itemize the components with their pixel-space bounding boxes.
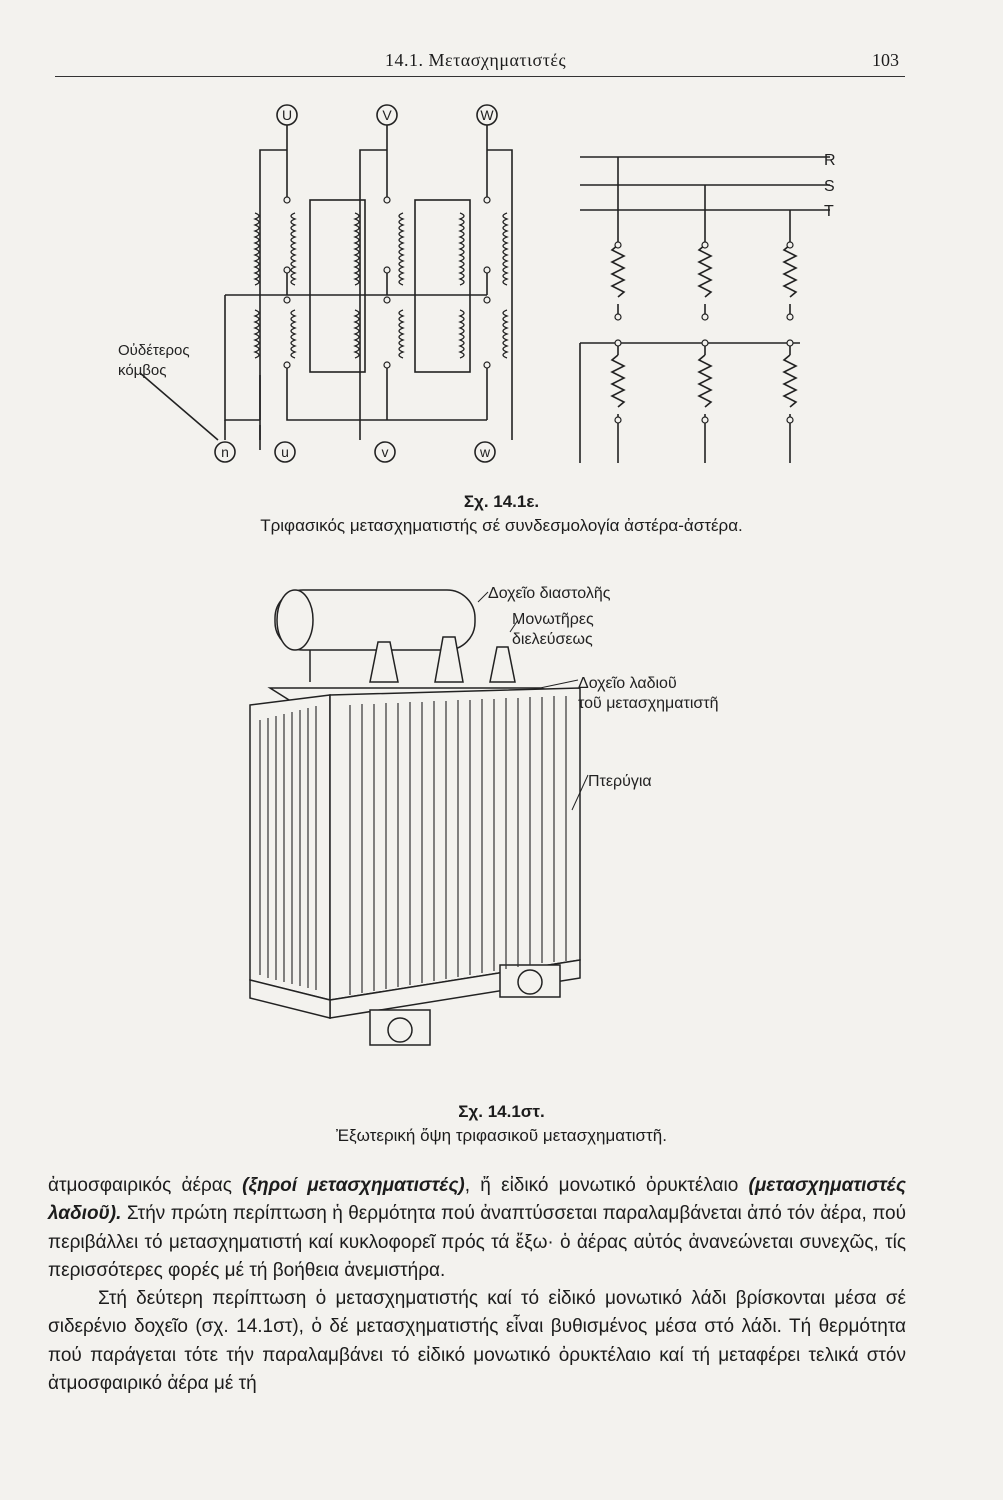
label-fins: Πτερύγια — [588, 773, 652, 790]
body-text — [48, 1172, 906, 1398]
transformer-illustration — [220, 570, 740, 1090]
neutral-label-line2: κόμβος — [118, 362, 167, 379]
p1-emphasis-dry: (ξηροί μετασχηματιστές) — [242, 1175, 465, 1196]
header-title: 14.1. Μετασχηματιστές — [385, 50, 567, 70]
figure2-caption: Ἐξωτερική ὄψη τριφασικοῦ μετασχηματιστῆ. — [336, 1126, 667, 1145]
line-label-T: T — [824, 203, 834, 220]
terminal-n: n — [221, 444, 229, 460]
p1-start: ἀτμοσφαιρικός ἀέρας — [48, 1175, 243, 1196]
terminal-V: V — [382, 107, 392, 123]
p1-end: Στήν πρώτη περίπτωση ἡ θερμότητα πού ἀναπτύσσεται παραλαμβάνεται ἀπό τόν ἀέρα, πού περιβάλλει τό μετασχηματιστή καί κυκλοφορεῖ πρός τά ἔξω· ὁ ἀέρας αὐτός ἀνανεώνεται συνεχῶς, τίς περισσότερες φορές μέ τή βοήθεια ἀνεμιστήρα. — [48, 1203, 906, 1281]
label-oil-tank-1: Δοχεῖο λαδιοῦ — [578, 675, 677, 692]
p1-mid: , ἤ εἰδικό μονωτικό ὀρυκτέλαιο — [464, 1175, 749, 1196]
label-bushings-2: διελεύσεως — [512, 631, 593, 648]
running-header — [55, 48, 905, 77]
line-label-S: S — [824, 178, 835, 195]
figure2-number: Σχ. 14.1στ. — [458, 1102, 545, 1121]
wiring-diagram — [100, 95, 860, 480]
terminal-W: W — [480, 107, 494, 123]
figure1-number: Σχ. 14.1ε. — [463, 492, 540, 511]
paragraph-1 — [48, 1172, 906, 1285]
paragraph-2: Στή δεύτερη περίπτωση ὁ μετασχηματιστής καί τό εἰδικό μονωτικό λάδι βρίσκονται μέσα σέ σιδερένιο δοχεῖο (σχ. 14.1στ), ὁ δέ μετασχηματιστής εἶναι βυθισμένος μέσα στό λάδι. Τή θερμότητα πού παράγεται τότε τήν παραλαμβάνει τό εἰδικό μονωτικό ὀρυκτέλαιο καί τή μεταφέρει τελικά στόν ἀτμοσφαιρικό ἀέρα μέ τή — [48, 1288, 906, 1395]
label-expansion-tank: Δοχεῖο διαστολῆς — [488, 585, 611, 602]
figure1-caption: Τριφασικός μετασχηματιστής σέ συνδεσμολογία ἀστέρα-ἀστέρα. — [260, 516, 743, 535]
terminal-u: u — [281, 444, 289, 460]
terminal-v: v — [381, 444, 389, 460]
label-bushings-1: Μονωτῆρες — [512, 611, 594, 628]
terminal-w: w — [479, 444, 491, 460]
terminal-U: U — [281, 107, 293, 123]
p1-emphasis-oil: (μετασχηματιστές λαδιοῦ). — [48, 1175, 906, 1225]
line-label-R: R — [824, 152, 836, 169]
page-number: 103 — [872, 50, 899, 70]
label-oil-tank-2: τοῦ μετασχηματιστῆ — [578, 695, 719, 712]
neutral-label-line1: Οὐδέτερος — [118, 342, 190, 359]
